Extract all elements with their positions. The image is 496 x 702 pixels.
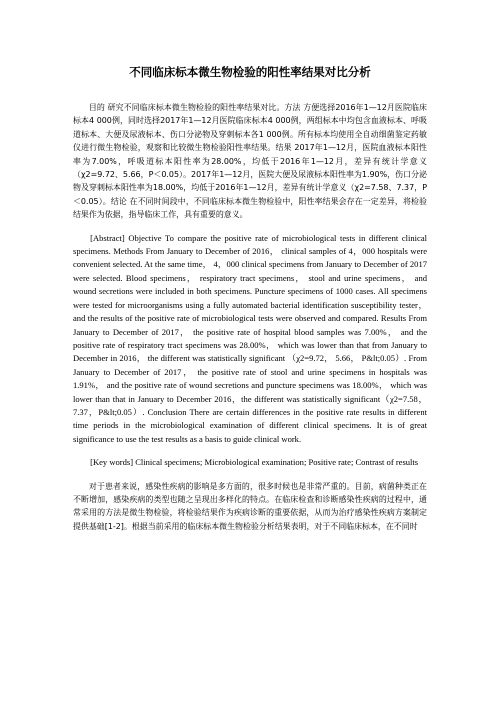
abstract-chinese: 目的 研究不同临床标本微生物检验的阳性率结果对比。方法 方便选择2016年1—12月医院临床标本4 000例，同时选择2017年1—12月医院临床标本4 000例，两组标本中均包含血液标本、呼吸道标本、大便及尿液标本、伤口分泌物及穿刺标本各1 000例。所有标本均使用全自动细菌鉴定药敏仪进行微生物检验，观察和比较微生物检验阳性率结果。结果 2017年1—12月，医院血液标本阳性率为7.00%，呼吸道标本阳性率为28.00%，均低于2016年1—12月，差异有统计学意义（χ2=9.72、5.66，P＜0.05）。2017年1—12月，医院大便及尿液标本阳性率为1.90%，伤口分泌物及穿刺标本阳性率为18.00%，均低于2016年1—12月，差异有统计学意义（χ2=7.58、7.37，P＜0.05）。结论 在不同时间段中，不同临床标本微生物检验中，阳性率结果会存在一定差异，将检验结果作为依据，指导临床工作，具有重要的意义。 [73, 103, 427, 220]
body-paragraph: 对于患者来说，感染性疾病的影响是多方面的，很多时候也是非常严重的。目前，病菌种类正在不断增加，感染疾病的类型也随之呈现出多样化的特点。在临床检查和诊断感染性疾病的过程中，通常采用的方法是微生物检验，将检验结果作为疾病诊断的重要依据，从而为治疗感染性疾病方案制定提供基础[1-2]。根据当前采用的临床标本微生物检验分析结果表明，对于不同临床标本，在不同时 [73, 481, 427, 531]
keywords-english: [Key words] Clinical specimens; Microbiological examination; Positive rate; Contrast of results [90, 457, 419, 468]
abstract-english: [Abstract] Objective To compare the positive rate of microbiological tests in different clinical specimens. Methods From January to December of 2016， clinical samples of 4，000 hospitals were convenient selected. At the same time， 4，000 clinical specimens from January to December of 2017 were selected. Blood specimens， respiratory tract specimens， stool and urine specimens， and wound secretions were included in both specimens. Puncture specimens of 1000 cases. All specimens were tested for microorganisms using a fully automated bacterial identification susceptibility tester， and the results of the positive rate of microbiological tests were observed and compared. Results From January to December of 2017， the positive rate of hospital blood samples was 7.00%， and the positive rate of respiratory tract specimens was 28.00%， which was lower than that from January to December in 2016， the different was statistically significant （χ2=9.72， 5.66， P&lt;0.05）. From January to December of 2017， the positive rate of stool and urine specimens in hospitals was 1.91%， and the positive rate of wound secretions and puncture specimens was 18.00%， which was lower than that in January to December 2016，the different was statistically significant（χ2=7.58， 7.37，P&lt;0.05）. Conclusion There are certain differences in the positive rate results in different time periods in the microbiological examination of different clinical specimens. It is of great significance to use the test results as a basis to guide clinical work. [73, 232, 427, 444]
document-title: 不同临床标本微生物检验的阳性率结果对比分析 [129, 65, 371, 79]
document-page [73, 58, 427, 533]
